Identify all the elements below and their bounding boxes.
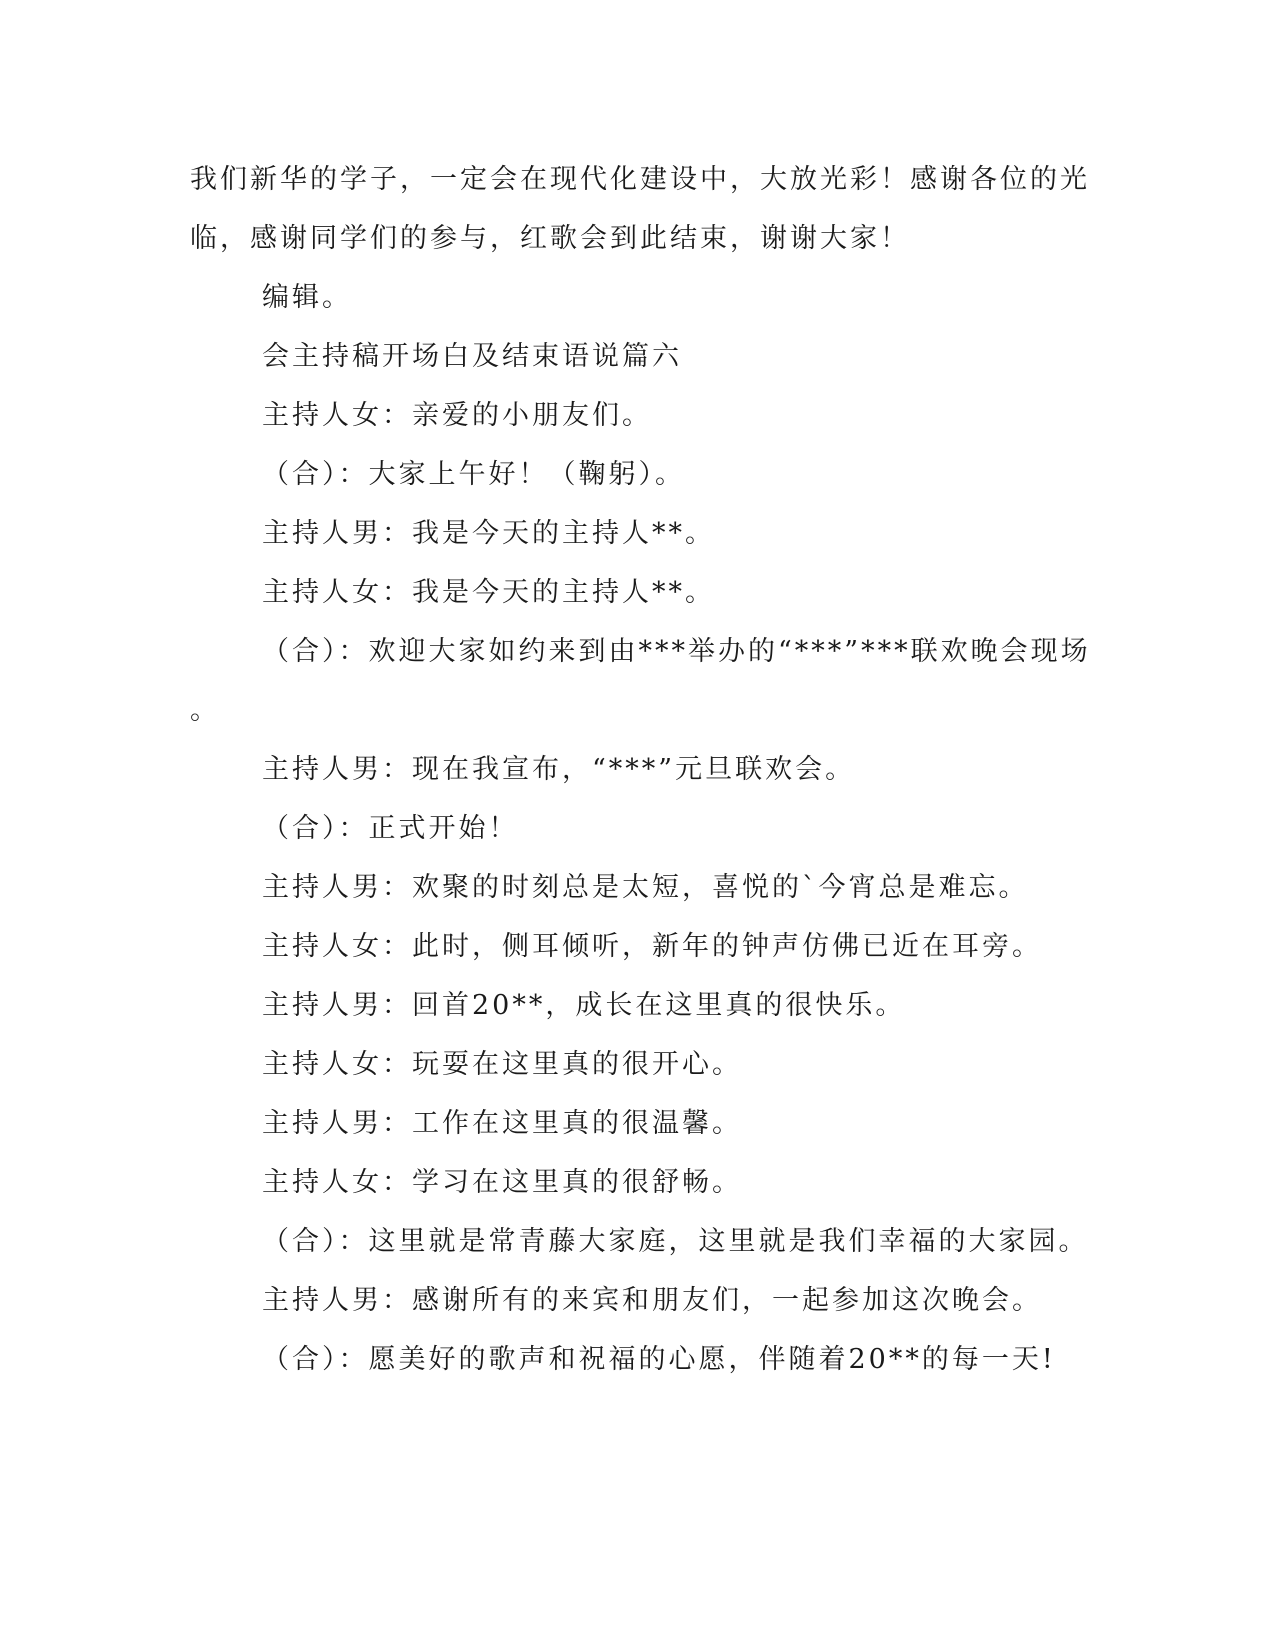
paragraph-line: 主持人男：工作在这里真的很温馨。: [262, 1108, 742, 1139]
paragraph-line: （合）：正式开始！: [262, 813, 519, 844]
paragraph-line: 主持人男：欢聚的时刻总是太短，喜悦的`今宵总是难忘。: [262, 872, 1029, 903]
paragraph-line: 主持人女：学习在这里真的很舒畅。: [262, 1167, 742, 1198]
paragraph-line: 主持人女：我是今天的主持人**。: [262, 577, 715, 608]
paragraph-line: 主持人男：现在我宣布，“***”元旦联欢会。: [262, 754, 856, 785]
paragraph-line: 我们新华的学子，一定会在现代化建设中，大放光彩！感谢各位的光: [190, 164, 1090, 195]
paragraph-line: 临，感谢同学们的参与，红歌会到此结束，谢谢大家！: [190, 223, 910, 254]
section-heading: 会主持稿开场白及结束语说篇六: [262, 341, 682, 372]
paragraph-line: 主持人男：我是今天的主持人**。: [262, 518, 715, 549]
paragraph-line: （合）：这里就是常青藤大家庭，这里就是我们幸福的大家园。: [262, 1226, 1089, 1257]
paragraph-line: 主持人女：此时，侧耳倾听，新年的钟声仿佛已近在耳旁。: [262, 931, 1042, 962]
paragraph-line: （合）：愿美好的歌声和祝福的心愿，伴随着20**的每一天!: [262, 1344, 1056, 1375]
paragraph-line: 主持人男：感谢所有的来宾和朋友们，一起参加这次晚会。: [262, 1285, 1042, 1316]
paragraph-line: 主持人女：亲爱的小朋友们。: [262, 400, 652, 431]
paragraph-line: （合）：欢迎大家如约来到由***举办的“***”***联欢晚会现场: [262, 636, 1091, 667]
paragraph-line: 。: [190, 695, 220, 726]
paragraph-line: 编辑。: [262, 282, 352, 313]
paragraph-line: （合）：大家上午好！（鞠躬）。: [262, 459, 685, 490]
paragraph-line: 主持人女：玩耍在这里真的很开心。: [262, 1049, 742, 1080]
paragraph-line: 主持人男：回首20**，成长在这里真的很快乐。: [262, 990, 906, 1021]
